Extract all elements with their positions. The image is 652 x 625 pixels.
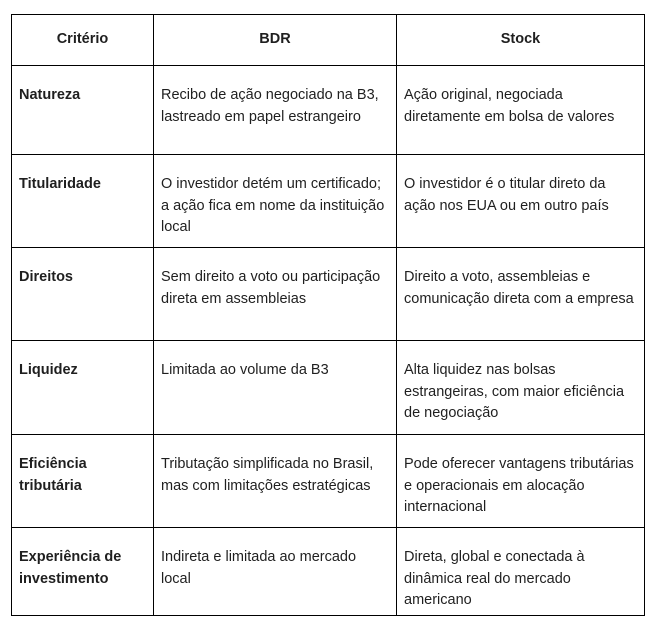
table-row [12, 435, 645, 528]
header-row [12, 15, 645, 66]
header-stock: Stock [397, 15, 645, 66]
header-bdr: BDR [154, 15, 397, 66]
table-row [12, 528, 645, 616]
criterio-cell: Experiência de investimento [12, 528, 154, 616]
bdr-cell: Sem direito a voto ou participação direta em assembleias [154, 248, 397, 341]
table-row [12, 155, 645, 248]
stock-cell: Ação original, negociada diretamente em bolsa de valores [397, 66, 645, 155]
criterio-cell: Liquidez [12, 341, 154, 435]
criterio-cell: Direitos [12, 248, 154, 341]
criterio-cell: Natureza [12, 66, 154, 155]
bdr-cell: Recibo de ação negociado na B3, lastreado em papel estrangeiro [154, 66, 397, 155]
stock-cell: Direta, global e conectada à dinâmica real do mercado americano [397, 528, 645, 616]
table-row [12, 248, 645, 341]
bdr-cell: O investidor detém um certificado; a ação fica em nome da instituição local [154, 155, 397, 248]
stock-cell: Alta liquidez nas bolsas estrangeiras, com maior eficiência de negociação [397, 341, 645, 435]
criterio-cell: Titularidade [12, 155, 154, 248]
stock-cell: Pode oferecer vantagens tributárias e operacionais em alocação internacional [397, 435, 645, 528]
table-row [12, 341, 645, 435]
comparison-table [11, 14, 645, 616]
table-body [12, 66, 645, 616]
table-header [12, 15, 645, 66]
table-row [12, 66, 645, 155]
stock-cell: O investidor é o titular direto da ação nos EUA ou em outro país [397, 155, 645, 248]
criterio-cell: Eficiência tributária [12, 435, 154, 528]
bdr-cell: Tributação simplificada no Brasil, mas com limitações estratégicas [154, 435, 397, 528]
bdr-cell: Indireta e limitada ao mercado local [154, 528, 397, 616]
stock-cell: Direito a voto, assembleias e comunicação direta com a empresa [397, 248, 645, 341]
bdr-cell: Limitada ao volume da B3 [154, 341, 397, 435]
header-criterio: Critério [12, 15, 154, 66]
